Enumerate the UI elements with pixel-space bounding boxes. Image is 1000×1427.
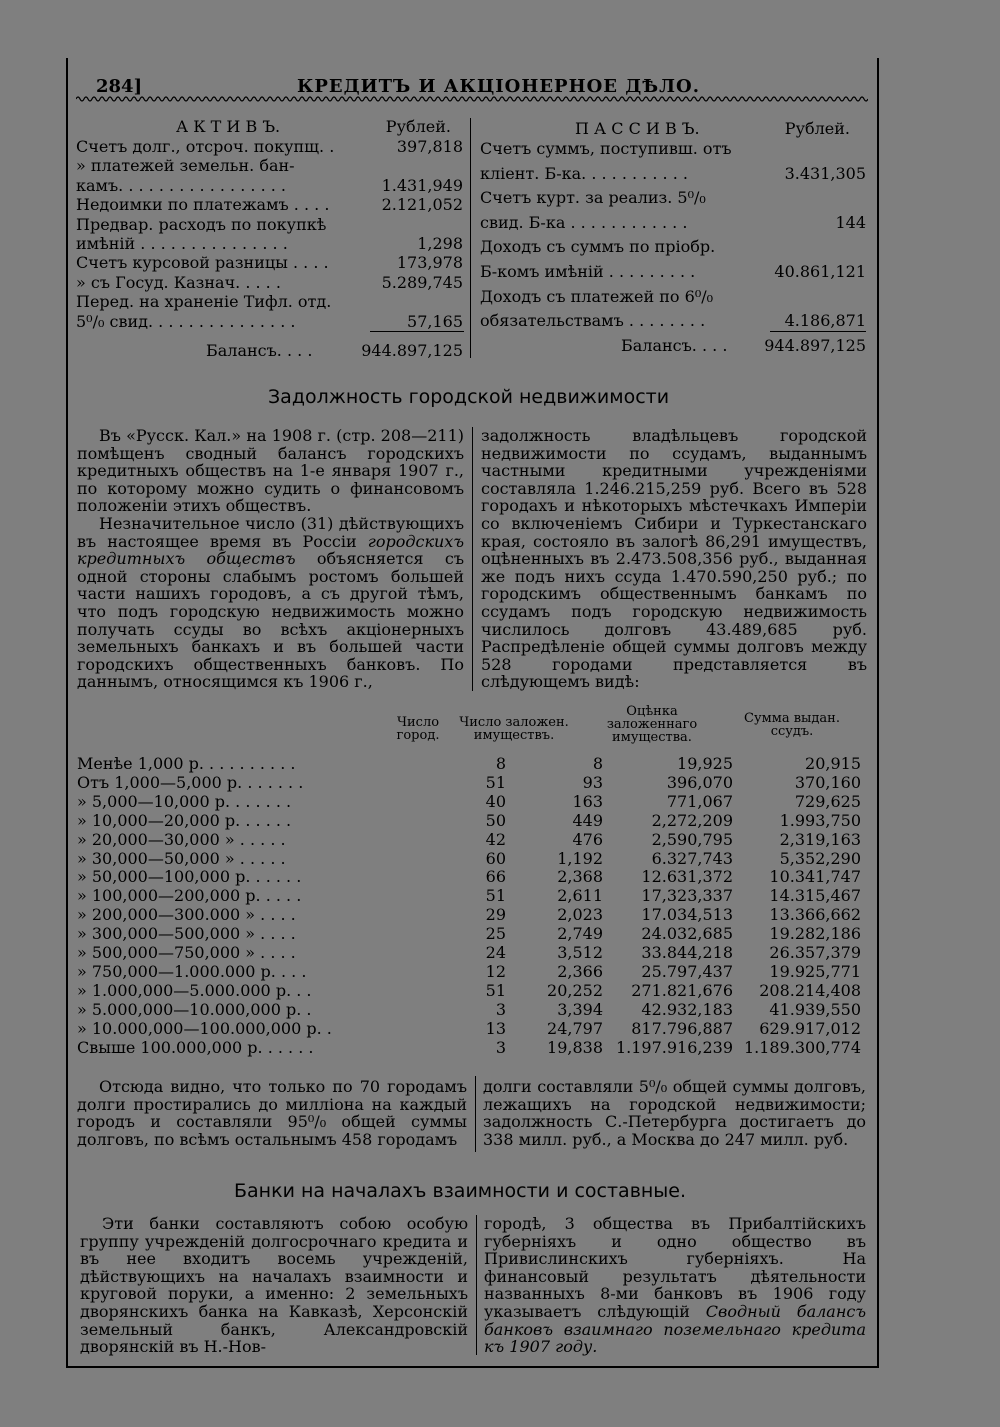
table-cell-cities: 29: [485, 905, 506, 925]
table-cell-loans: 19.282,186: [769, 924, 861, 944]
table-cell-cities: 3: [495, 999, 506, 1019]
liabilities-row-label: клiент. Б-ка. . . . . . . . . . .: [480, 163, 688, 183]
table-cell-valuation: 2,272,209: [651, 810, 733, 830]
table-cell-properties: 2,366: [557, 961, 603, 981]
wavy-rule: [76, 94, 868, 104]
liabilities-row: [480, 137, 866, 162]
assets-row-label: Предвар. расходъ по покупкѣ: [76, 214, 327, 234]
liabilities-unit: Рублей.: [784, 119, 850, 138]
table-row-label: Свыше 100.000,000 р. . . . . .: [77, 1037, 314, 1057]
section1-paragraph-1: Въ «Русск. Кал.» на 1908 г. (стр. 208—211) помѣщенъ сводный балансъ городскихъ кредитныхъ обществъ на 1-е января 1907 г., по которому можно судить о финансовомъ положенiи этихъ обществъ.: [77, 426, 464, 516]
assets-row: [76, 273, 463, 292]
table-row-label: Менѣе 1,000 р. . . . . . . . . .: [77, 754, 296, 773]
assets-row: [76, 215, 463, 234]
table-cell-cities: 50: [485, 810, 506, 830]
table-cell-cities: 3: [495, 1037, 506, 1057]
liabilities-row: [480, 285, 866, 310]
liabilities-row-label: Доходъ съ суммъ по прiобр.: [480, 237, 716, 257]
table-cell-valuation: 6.327,743: [651, 848, 733, 868]
table-cell-loans: 10.341,747: [769, 867, 861, 887]
balance-assets: [76, 117, 463, 362]
table-cell-loans: 5,352,290: [779, 848, 861, 868]
liabilities-row: [480, 309, 866, 334]
table-row: [77, 981, 861, 999]
table-header-properties: Число заложен. имуществъ.: [459, 715, 569, 743]
table-cell-valuation: 17.034,513: [641, 905, 733, 925]
table-row: [77, 773, 861, 791]
table-cell-properties: 93: [582, 772, 603, 792]
table-header-loans: Сумма выдан. ссудъ.: [744, 711, 840, 739]
liabilities-row-value: 3.431,305: [784, 163, 866, 183]
table-cell-properties: 476: [572, 829, 603, 849]
table-cell-properties: 1,192: [557, 848, 603, 868]
table-cell-properties: 8: [592, 754, 603, 773]
table-cell-cities: 66: [485, 867, 506, 887]
table-cell-loans: 729,625: [794, 791, 861, 811]
assets-total-value: 944.897,125: [361, 340, 463, 360]
table-cell-properties: 3,512: [557, 943, 603, 962]
assets-row: [76, 195, 463, 214]
liabilities-row: [480, 235, 866, 260]
assets-row-value: 57,165: [407, 311, 463, 331]
table-row-label: » 200,000—300.000 » . . . .: [77, 905, 296, 925]
table-row: [77, 792, 861, 810]
table-row: [77, 811, 861, 829]
table-row: [77, 867, 861, 885]
table-cell-properties: 19,838: [547, 1037, 603, 1057]
table-cell-properties: 24,797: [547, 1018, 603, 1038]
table-row-label: » 20,000—30,000 » . . . . .: [77, 829, 286, 849]
table-cell-properties: 2,749: [557, 924, 603, 944]
table-row-label: » 500,000—750,000 » . . . .: [77, 943, 296, 962]
table-cell-loans: 26.357,379: [769, 943, 861, 962]
assets-total-rule: [370, 331, 464, 332]
table-row-label: » 1.000,000—5.000.000 р. . .: [77, 980, 312, 1000]
liabilities-row: [480, 186, 866, 211]
table-cell-loans: 13.366,662: [769, 905, 861, 925]
liabilities-row-label: свид. Б-ка . . . . . . . . . . . .: [480, 212, 688, 232]
table-row-label: » 750,000—1.000.000 р. . . .: [77, 961, 307, 981]
liabilities-row-label: обязательствамъ . . . . . . . .: [480, 311, 706, 331]
assets-row-value: 2.121,052: [381, 195, 463, 215]
table-row: [77, 849, 861, 867]
liabilities-total-value: 944.897,125: [764, 335, 866, 355]
liabilities-row-label: Счетъ курт. за реализ. 5⁰/₀: [480, 188, 706, 208]
assets-row: [76, 234, 463, 253]
liabilities-row-label: Доходъ съ платежей по 6⁰/₀: [480, 286, 714, 306]
table-cell-cities: 25: [485, 924, 506, 944]
table-cell-cities: 42: [485, 829, 506, 849]
table-cell-loans: 19.925,771: [769, 961, 861, 981]
assets-row-value: 1.431,949: [381, 175, 463, 195]
table-cell-properties: 163: [572, 791, 603, 811]
assets-heading: А К Т И В Ъ.: [176, 117, 281, 136]
section2-left-column: Эти банки составляютъ собою особую группу учрежденiй долгосрочнаго кредита и въ нее входитъ восемь учрежденiй, дѣйствующихъ на началахъ взаимности и круговой поруки, а именно: 2 земельныхъ дворянскихъ банка на Кавказѣ, Херсонскiй земельный банкъ, Александровскiй дворянскiй въ Н.-Нов-: [80, 1214, 468, 1357]
assets-row-label: Счетъ курсовой разницы . . . .: [76, 253, 329, 273]
liabilities-heading: П А С С И В Ъ.: [575, 119, 700, 138]
table-row: [77, 830, 861, 848]
table-row: [77, 754, 861, 772]
table-cell-properties: 2,023: [557, 905, 603, 925]
table-row-label: » 50,000—100,000 р. . . . . .: [77, 867, 302, 887]
table-cell-cities: 51: [485, 980, 506, 1000]
assets-row-label: » платежей земельн. бан-: [76, 156, 295, 176]
assets-total-label: Балансъ. . . .: [206, 340, 313, 360]
table-row-label: » 5.000,000—10.000,000 р. .: [77, 999, 312, 1019]
table-cell-valuation: 1.197.916,239: [615, 1037, 733, 1057]
after-table-right: долги составляли 5⁰/₀ общей суммы долговъ, лежащихъ на городской недвижимости; задолжность С.-Петербурга достигаетъ до 338 милл. руб., а Москва до 247 милл. руб.: [483, 1077, 866, 1149]
assets-row-value: 173,978: [396, 253, 463, 273]
page-number: 284]: [96, 76, 143, 97]
section2-right-column: городѣ, 3 общества въ Прибалтiйскихъ губернiяхъ и одно общество въ Привислинскихъ губернiяхъ. На финансовый результатъ дѣятельности названныхъ 8-ми банковъ въ 1906 году указываетъ слѣдующiй Сводный балансъ банковъ взаимнаго поземельнаго кредита къ 1907 году.: [484, 1214, 866, 1357]
after-table-divider: [475, 1076, 476, 1152]
table-cell-loans: 14.315,467: [769, 886, 861, 906]
table-cell-loans: 1.993,750: [779, 810, 861, 830]
table-cell-valuation: 19,925: [677, 754, 733, 773]
section-title-urban-debt: Задолжность городской недвижимости: [268, 386, 670, 408]
table-cell-loans: 41.939,550: [769, 999, 861, 1019]
assets-row: [76, 156, 463, 175]
table-cell-valuation: 17,323,337: [641, 886, 733, 906]
table-cell-loans: 1.189.300,774: [743, 1037, 861, 1057]
assets-row-label: Счетъ долг., отсроч. покупщ. .: [76, 137, 335, 156]
table-cell-valuation: 42.932,183: [641, 999, 733, 1019]
table-cell-cities: 13: [485, 1018, 506, 1038]
table-cell-properties: 2,368: [557, 867, 603, 887]
table-cell-loans: 2,319,163: [779, 829, 861, 849]
table-cell-loans: 208.214,408: [759, 980, 861, 1000]
liabilities-row-label: Счетъ суммъ, поступивш. отъ: [480, 139, 732, 158]
table-cell-loans: 20,915: [805, 754, 861, 773]
table-cell-cities: 51: [485, 772, 506, 792]
after-table-left: Отсюда видно, что только по 70 городамъ долги простирались до милліона на каждый городъ и составляли 95⁰/₀ общей суммы долговъ, по всѣмъ остальнымъ 458 городамъ: [77, 1077, 467, 1149]
table-cell-cities: 8: [495, 754, 506, 773]
table-cell-valuation: 24.032,685: [641, 924, 733, 944]
table-row: [77, 886, 861, 904]
liabilities-row-value: 144: [835, 212, 866, 232]
balance-divider: [470, 118, 471, 358]
table-row: [77, 924, 861, 942]
assets-row: [76, 312, 463, 331]
table-row-label: » 5,000—10,000 р. . . . . . .: [77, 791, 292, 811]
table-cell-properties: 2,611: [557, 886, 603, 906]
liabilities-row-value: 40.861,121: [774, 261, 866, 281]
liabilities-row: [480, 260, 866, 285]
liabilities-total-label: Балансъ. . . .: [621, 335, 728, 355]
assets-row-value: 1,298: [417, 233, 463, 253]
table-row: [77, 962, 861, 980]
page-border-bottom: [66, 1366, 879, 1368]
table-row-label: » 300,000—500,000 » . . . .: [77, 924, 296, 944]
liabilities-row-label: Б-комъ имѣнiй . . . . . . . . .: [480, 261, 696, 281]
table-row-label: » 30,000—50,000 » . . . . .: [77, 848, 286, 868]
assets-row-label: Перед. на храненiе Тифл. отд.: [76, 292, 332, 312]
table-cell-valuation: 817.796,887: [631, 1018, 733, 1038]
table-cell-valuation: 2,590,795: [651, 829, 733, 849]
assets-row: [76, 253, 463, 272]
table-cell-cities: 60: [485, 848, 506, 868]
assets-row-label: » съ Госуд. Казнач. . . . .: [76, 272, 281, 292]
liabilities-row: [480, 162, 866, 187]
table-cell-valuation: 271.821,676: [631, 980, 733, 1000]
table-cell-valuation: 33.844,218: [641, 943, 733, 962]
table-cell-valuation: 396,070: [666, 772, 733, 792]
table-cell-loans: 370,160: [794, 772, 861, 792]
section1-divider: [472, 427, 473, 691]
balance-liabilities: [480, 117, 866, 358]
table-cell-properties: 449: [572, 810, 603, 830]
running-title: КРЕДИТЪ И АКЦIОНЕРНОЕ ДѢЛО.: [297, 76, 700, 97]
table-cell-properties: 20,252: [547, 980, 603, 1000]
section-title-mutual-banks: Банки на началахъ взаимности и составные.: [234, 1180, 687, 1202]
section1-right-column: [481, 427, 867, 691]
table-cell-cities: 24: [485, 943, 506, 962]
table-cell-cities: 12: [485, 961, 506, 981]
table-row: [77, 905, 861, 923]
table-row-label: » 100,000—200,000 р. . . . .: [77, 886, 302, 906]
assets-row-label: Недоимки по платежамъ . . . .: [76, 195, 330, 215]
table-cell-cities: 51: [485, 886, 506, 906]
table-cell-valuation: 771,067: [666, 791, 733, 811]
table-cell-valuation: 12.631,372: [641, 867, 733, 887]
table-row-label: Отъ 1,000—5,000 р. . . . . . .: [77, 772, 304, 792]
table-cell-cities: 40: [485, 791, 506, 811]
table-header-cities: Число город.: [396, 715, 440, 743]
liabilities-row-value: 4.186,871: [784, 311, 866, 331]
assets-row-label: камъ. . . . . . . . . . . . . . . . .: [76, 175, 286, 195]
assets-row: [76, 292, 463, 311]
assets-row-value: 5.289,745: [381, 272, 463, 292]
section2-divider: [476, 1215, 477, 1355]
page-border-right: [877, 58, 879, 1368]
table-row-label: » 10.000,000—100.000,000 р. .: [77, 1018, 332, 1038]
assets-row-value: 397,818: [396, 137, 463, 156]
assets-unit: Рублей.: [385, 117, 451, 136]
assets-row: [76, 176, 463, 195]
assets-row-label: 5⁰/₀ свид. . . . . . . . . . . . . . .: [76, 311, 296, 331]
assets-row: [76, 137, 463, 156]
table-row: [77, 1019, 861, 1037]
assets-row-label: имѣнiй . . . . . . . . . . . . . . .: [76, 233, 288, 253]
table-row: [77, 1000, 861, 1018]
table-cell-loans: 629.917,012: [759, 1018, 861, 1038]
table-cell-valuation: 25.797,437: [641, 961, 733, 981]
table-header-valuation: Оцѣнка заложеннаго имущества.: [606, 704, 698, 745]
table-row: [77, 1038, 861, 1056]
table-row-label: » 10,000—20,000 р. . . . . .: [77, 810, 292, 830]
section1-left-column: [77, 427, 464, 691]
table-cell-properties: 3,394: [557, 999, 603, 1019]
liabilities-row: [480, 211, 866, 236]
page-border-left: [66, 58, 68, 1368]
section1-paragraph-3: задолжность владѣльцевъ городской недвижимости по ссудамъ, выданнымъ частными кредитными учрежденiями составляла 1.246.215,259 руб. Всего въ 528 городахъ и нѣкоторыхъ мѣстечкахъ Имперiи со включенiемъ Сибири и Туркестанскаго края, состояло въ залогѣ 86,291 имуществъ, оцѣненныхъ въ 2.473.508,356 руб., выданная же подъ нихъ ссуда 1.470.590,250 руб.; по городскимъ общественнымъ банкамъ по ссудамъ подъ городскую недвижимость числилось долговъ 43.489,685 руб. Распредѣленiе общей суммы долговъ между 528 городами представляется въ слѣдующемъ видѣ:: [481, 426, 867, 692]
section1-paragraph-2: Незначительное число (31) дѣйствующихъ въ настоящее время въ Россiи городскихъ кредитныхъ обществъ объясняется съ одной стороны слабымъ ростомъ большей части нашихъ городовъ, а съ другой тѣмъ, что подъ городскую недвижимость можно получать ссуды во всѣхъ акцiонерныхъ земельныхъ банкахъ и въ большей части городскихъ общественныхъ банковъ. По даннымъ, относящимся къ 1906 г.,: [77, 513, 465, 692]
table-row: [77, 943, 861, 961]
